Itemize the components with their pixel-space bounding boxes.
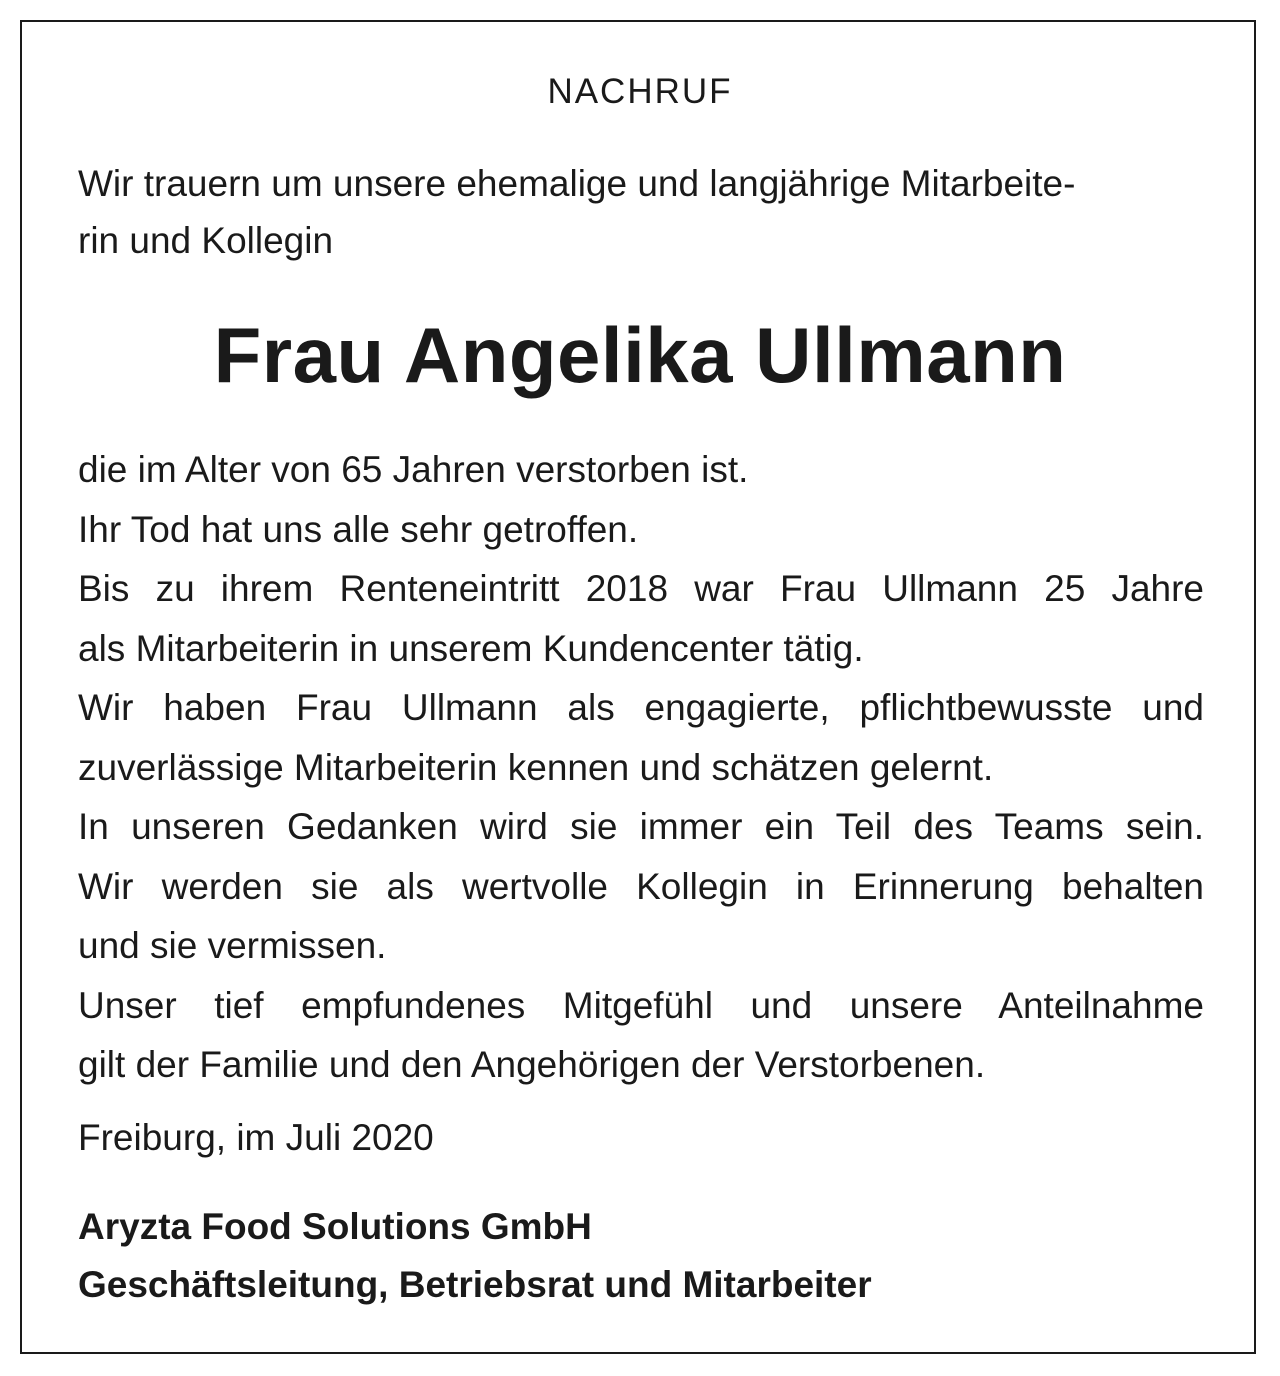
body-line: zuverlässige Mitarbeiterin kennen und schätzen gelernt. xyxy=(78,746,994,788)
intro-line: rin und Kollegin xyxy=(78,220,334,261)
body-line: die im Alter von 65 Jahren verstorben ist. xyxy=(78,449,749,490)
body-line: und sie vermissen. xyxy=(78,925,387,966)
body-line: Unser tief empfundenes Mitgefühl und unsere Anteilnahme xyxy=(78,984,1204,1026)
sender-signatories: Geschäftsleitung, Betriebsrat und Mitarbeiter xyxy=(78,1264,872,1305)
body-line: Wir werden sie als wertvolle Kollegin in Erinnerung behalten xyxy=(78,865,1204,907)
notice-heading: NACHRUF xyxy=(547,72,733,111)
deceased-name: Frau Angelika Ullmann xyxy=(213,311,1067,399)
body-line: gilt der Familie und den Angehörigen der Verstorbenen. xyxy=(78,1044,986,1085)
body-line: als Mitarbeiterin in unserem Kundencenter tätig. xyxy=(78,627,864,669)
sender-company: Aryzta Food Solutions GmbH xyxy=(78,1206,592,1247)
intro-text xyxy=(78,155,1208,269)
body-line: Wir haben Frau Ullmann als engagierte, pflichtbewusste und xyxy=(78,687,1204,728)
body-line: Bis zu ihrem Renteneintritt 2018 war Frau Ullmann 25 Jahre xyxy=(78,568,1204,609)
place-date: Freiburg, im Juli 2020 xyxy=(78,1117,434,1158)
body-line: In unseren Gedanken wird sie immer ein Teil des Teams sein. xyxy=(78,806,1204,847)
body-line: Ihr Tod hat uns alle sehr getroffen. xyxy=(78,508,639,550)
intro-line: Wir trauern um unsere ehemalige und langjährige Mitarbeite- xyxy=(78,163,1076,204)
notice-body xyxy=(78,440,1204,1095)
sender-block xyxy=(78,1198,872,1314)
